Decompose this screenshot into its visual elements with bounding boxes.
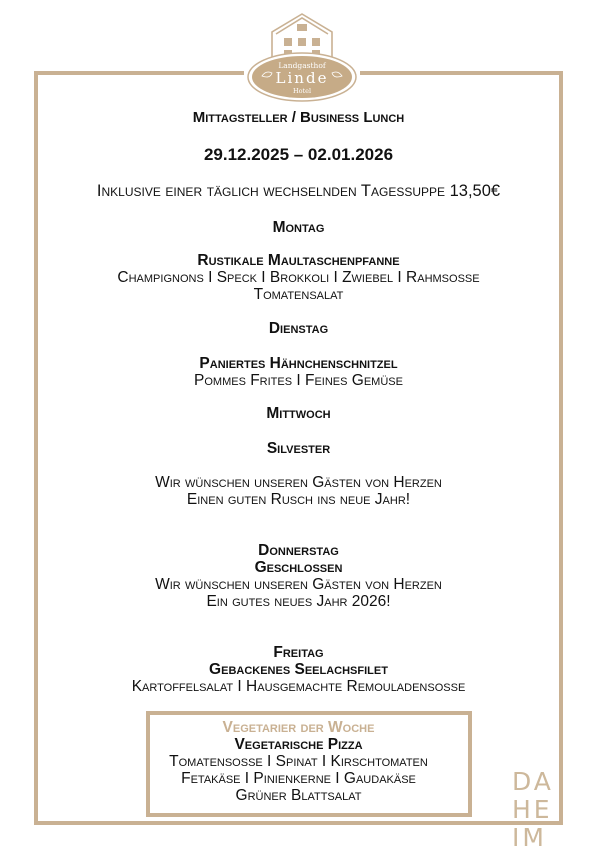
tuesday-dish: Paniertes Hähnchenschnitzel	[199, 355, 398, 372]
day-tuesday: Dienstag	[268, 320, 329, 337]
day-monday: Montag	[272, 219, 325, 236]
daheim-watermark	[512, 768, 556, 852]
logo-top-text: Landgasthof	[278, 61, 326, 70]
wednesday-note-1: Wir wünschen unseren Gästen von Herzen	[155, 474, 442, 491]
linde-logo	[244, 10, 360, 105]
watermark-line: IM	[512, 823, 547, 852]
vegetarian-line-3: Grüner Blattsalat	[235, 787, 362, 804]
watermark-line: DA	[512, 767, 554, 796]
day-thursday: Donnerstag	[258, 542, 339, 559]
friday-sides: Kartoffelsalat I Hausgemachte Remouladensoße	[131, 678, 466, 695]
day-friday: Freitag	[273, 644, 324, 661]
day-wednesday: Mittwoch	[266, 405, 331, 422]
vegetarian-dish: Vegetarische Pizza	[234, 736, 363, 753]
menu-title: Mittagsteller / Business Lunch	[192, 109, 405, 126]
monday-sides: Champignons I Speck I Brokkoli I Zwiebel I Rahmsoße	[117, 269, 480, 286]
watermark-line: HE	[512, 795, 553, 824]
vegetarian-line-1: Tomatensoße I Spinat I Kirschtomaten	[169, 753, 428, 770]
soup-note: Inklusive einer täglich wechselnden Tagessuppe 13,50€	[96, 182, 501, 200]
date-range: 29.12.2025 – 02.01.2026	[203, 145, 394, 164]
vegetarian-line-2: Fetakäse I Pinienkerne I Gaudakäse	[181, 770, 416, 787]
logo-bottom-text: Hotel	[292, 87, 312, 95]
wednesday-note-2: Einen guten Rusch ins neue Jahr!	[186, 491, 411, 508]
thursday-dish: Geschlossen	[254, 559, 343, 576]
thursday-note-2: Ein gutes neues Jahr 2026!	[206, 593, 391, 610]
monday-dish: Rustikale Maultaschenpfanne	[197, 252, 400, 269]
wednesday-dish: Silvester	[266, 440, 331, 457]
vegetarian-heading: Vegetarier der Woche	[222, 719, 375, 736]
tuesday-sides: Pommes Frites I Feines Gemüse	[194, 372, 403, 389]
thursday-note-1: Wir wünschen unseren Gästen von Herzen	[155, 576, 442, 593]
monday-extra: Tomatensalat	[253, 286, 344, 303]
logo-main-text: Linde	[275, 69, 329, 87]
friday-dish: Gebackenes Seelachsfilet	[209, 661, 388, 678]
